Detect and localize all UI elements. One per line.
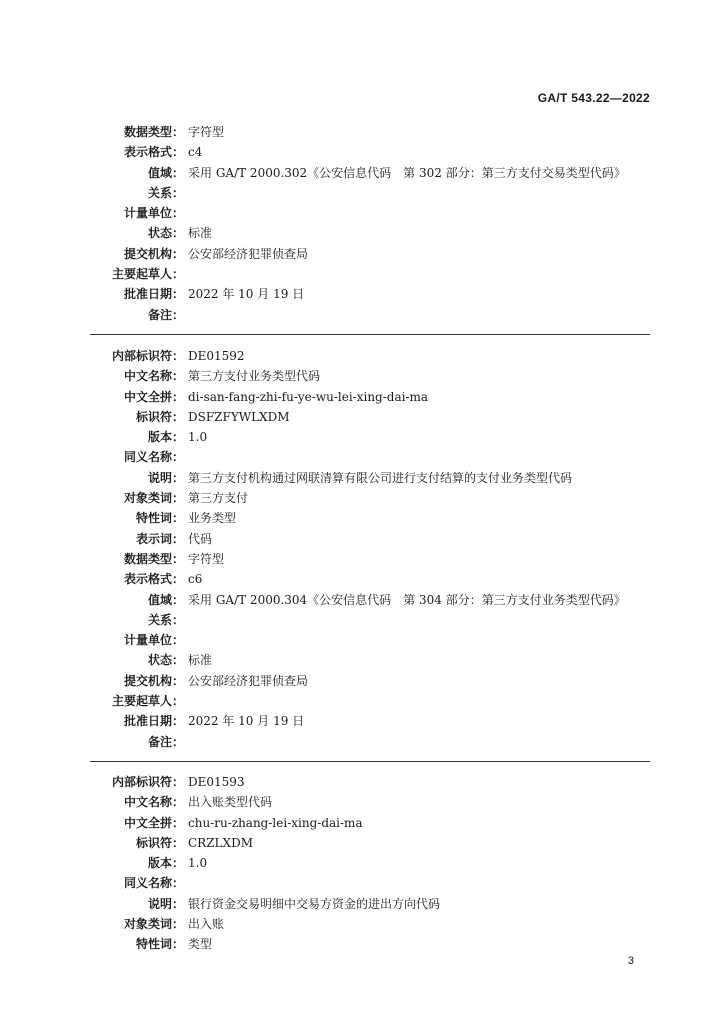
field-row [0, 590, 724, 610]
field-label: 表示格式： [123, 572, 184, 587]
field-label: 状态： [147, 653, 184, 668]
field-label: 对象类词： [123, 917, 184, 932]
field-value: 采用 GA/T 2000.304《公安信息代码 第 304 部分：第三方支付业务类型代码》 [188, 592, 626, 607]
field-label: 计量单位： [123, 206, 184, 221]
field-value: 公安部经济犯罪侦查局 [188, 673, 309, 688]
field-row [0, 264, 724, 284]
field-value: 第三方支付 [188, 491, 249, 506]
field-row [0, 792, 724, 812]
field-label: 值域： [147, 592, 184, 607]
field-label: 对象类词： [123, 491, 184, 506]
field-value: 1.0 [188, 430, 208, 445]
field-label: 中文全拼： [123, 389, 184, 404]
field-row [0, 833, 724, 853]
field-value: 第三方支付业务类型代码 [188, 369, 321, 384]
field-label: 同义名称： [123, 450, 184, 465]
field-value: 第三方支付机构通过网联清算有限公司进行支付结算的支付业务类型代码 [188, 470, 573, 485]
field-label: 中文名称： [123, 795, 184, 810]
field-row [0, 203, 724, 223]
field-value: 代码 [188, 531, 213, 546]
field-label: 计量单位： [123, 633, 184, 648]
field-value: 标准 [188, 226, 213, 241]
field-row [0, 163, 724, 183]
section-divider [90, 761, 650, 762]
field-row [0, 284, 724, 304]
field-value: 2022 年 10 月 19 日 [188, 714, 305, 729]
field-value: 公安部经济犯罪侦查局 [188, 246, 309, 261]
field-row [0, 772, 724, 792]
field-label: 备注： [147, 307, 184, 322]
field-row [0, 569, 724, 589]
field-label: 提交机构： [123, 673, 184, 688]
data-element-block-DE01592 [0, 346, 724, 752]
field-label: 数据类型： [123, 125, 184, 139]
field-value: 标准 [188, 653, 213, 668]
field-row [0, 387, 724, 407]
field-row [0, 488, 724, 508]
field-label: 关系： [147, 185, 184, 200]
field-value: 出入账 [188, 917, 225, 932]
field-label: 批准日期： [123, 714, 184, 729]
field-row [0, 934, 724, 954]
field-label: 特性词： [135, 937, 184, 952]
field-value: 采用 GA/T 2000.302《公安信息代码 第 302 部分：第三方支付交易类型代码》 [188, 165, 626, 180]
field-value: 银行资金交易明细中交易方资金的进出方向代码 [188, 896, 441, 911]
field-row [0, 346, 724, 366]
field-row [0, 894, 724, 914]
field-label: 标识符： [135, 409, 184, 424]
field-row [0, 508, 724, 528]
field-label: 说明： [147, 470, 184, 485]
field-row [0, 732, 724, 752]
field-value: DE01593 [188, 775, 245, 789]
field-label: 数据类型： [123, 551, 184, 566]
field-value: chu-ru-zhang-lei-xing-dai-ma [188, 815, 363, 830]
field-label: 版本： [147, 430, 184, 445]
field-row [0, 813, 724, 833]
field-row [0, 914, 724, 934]
field-value: DSFZFYWLXDM [188, 409, 290, 424]
field-value: c6 [188, 572, 203, 587]
field-row [0, 447, 724, 467]
field-value: 业务类型 [188, 511, 237, 526]
field-row [0, 142, 724, 162]
data-element-block-1 [0, 122, 724, 325]
field-label: 状态： [147, 226, 184, 241]
field-value: 1.0 [188, 856, 208, 871]
field-row [0, 223, 724, 243]
section-divider [90, 334, 650, 335]
field-value: 出入账类型代码 [188, 795, 273, 810]
field-label: 表示词： [135, 531, 184, 546]
field-label: 标识符： [135, 835, 184, 850]
field-label: 主要起草人： [111, 694, 184, 709]
field-row [0, 549, 724, 569]
field-row [0, 691, 724, 711]
field-row [0, 650, 724, 670]
field-value: c4 [188, 145, 203, 160]
field-label: 批准日期： [123, 287, 184, 302]
field-row [0, 711, 724, 731]
field-row [0, 366, 724, 386]
field-row [0, 610, 724, 630]
field-row [0, 122, 724, 142]
field-row [0, 407, 724, 427]
page-number: 3 [627, 955, 634, 967]
field-label: 版本： [147, 856, 184, 871]
field-row [0, 873, 724, 893]
field-row [0, 671, 724, 691]
field-row [0, 529, 724, 549]
field-label: 内部标识符： [111, 775, 184, 789]
field-label: 中文全拼： [123, 815, 184, 830]
field-label: 主要起草人： [111, 267, 184, 282]
field-value: CRZLXDM [188, 835, 253, 850]
field-row [0, 183, 724, 203]
data-element-block-DE01593 [0, 772, 724, 955]
field-label: 中文名称： [123, 369, 184, 384]
field-label: 值域： [147, 165, 184, 180]
field-row [0, 630, 724, 650]
field-label: 提交机构： [123, 246, 184, 261]
field-label: 特性词： [135, 511, 184, 526]
field-row [0, 244, 724, 264]
field-row [0, 427, 724, 447]
field-label: 关系： [147, 612, 184, 627]
field-value: di-san-fang-zhi-fu-ye-wu-lei-xing-dai-ma [188, 389, 429, 404]
field-value: 字符型 [188, 551, 225, 566]
field-label: 表示格式： [123, 145, 184, 160]
field-row [0, 853, 724, 873]
field-value: 字符型 [188, 125, 225, 139]
field-label: 内部标识符： [111, 349, 184, 363]
field-value: 2022 年 10 月 19 日 [188, 287, 305, 302]
field-label: 备注： [147, 734, 184, 749]
field-row [0, 468, 724, 488]
document-number: GA/T 543.22—2022 [537, 91, 650, 105]
field-value: DE01592 [188, 349, 245, 363]
field-row [0, 305, 724, 325]
field-label: 说明： [147, 896, 184, 911]
field-label: 同义名称： [123, 876, 184, 891]
field-value: 类型 [188, 937, 213, 952]
